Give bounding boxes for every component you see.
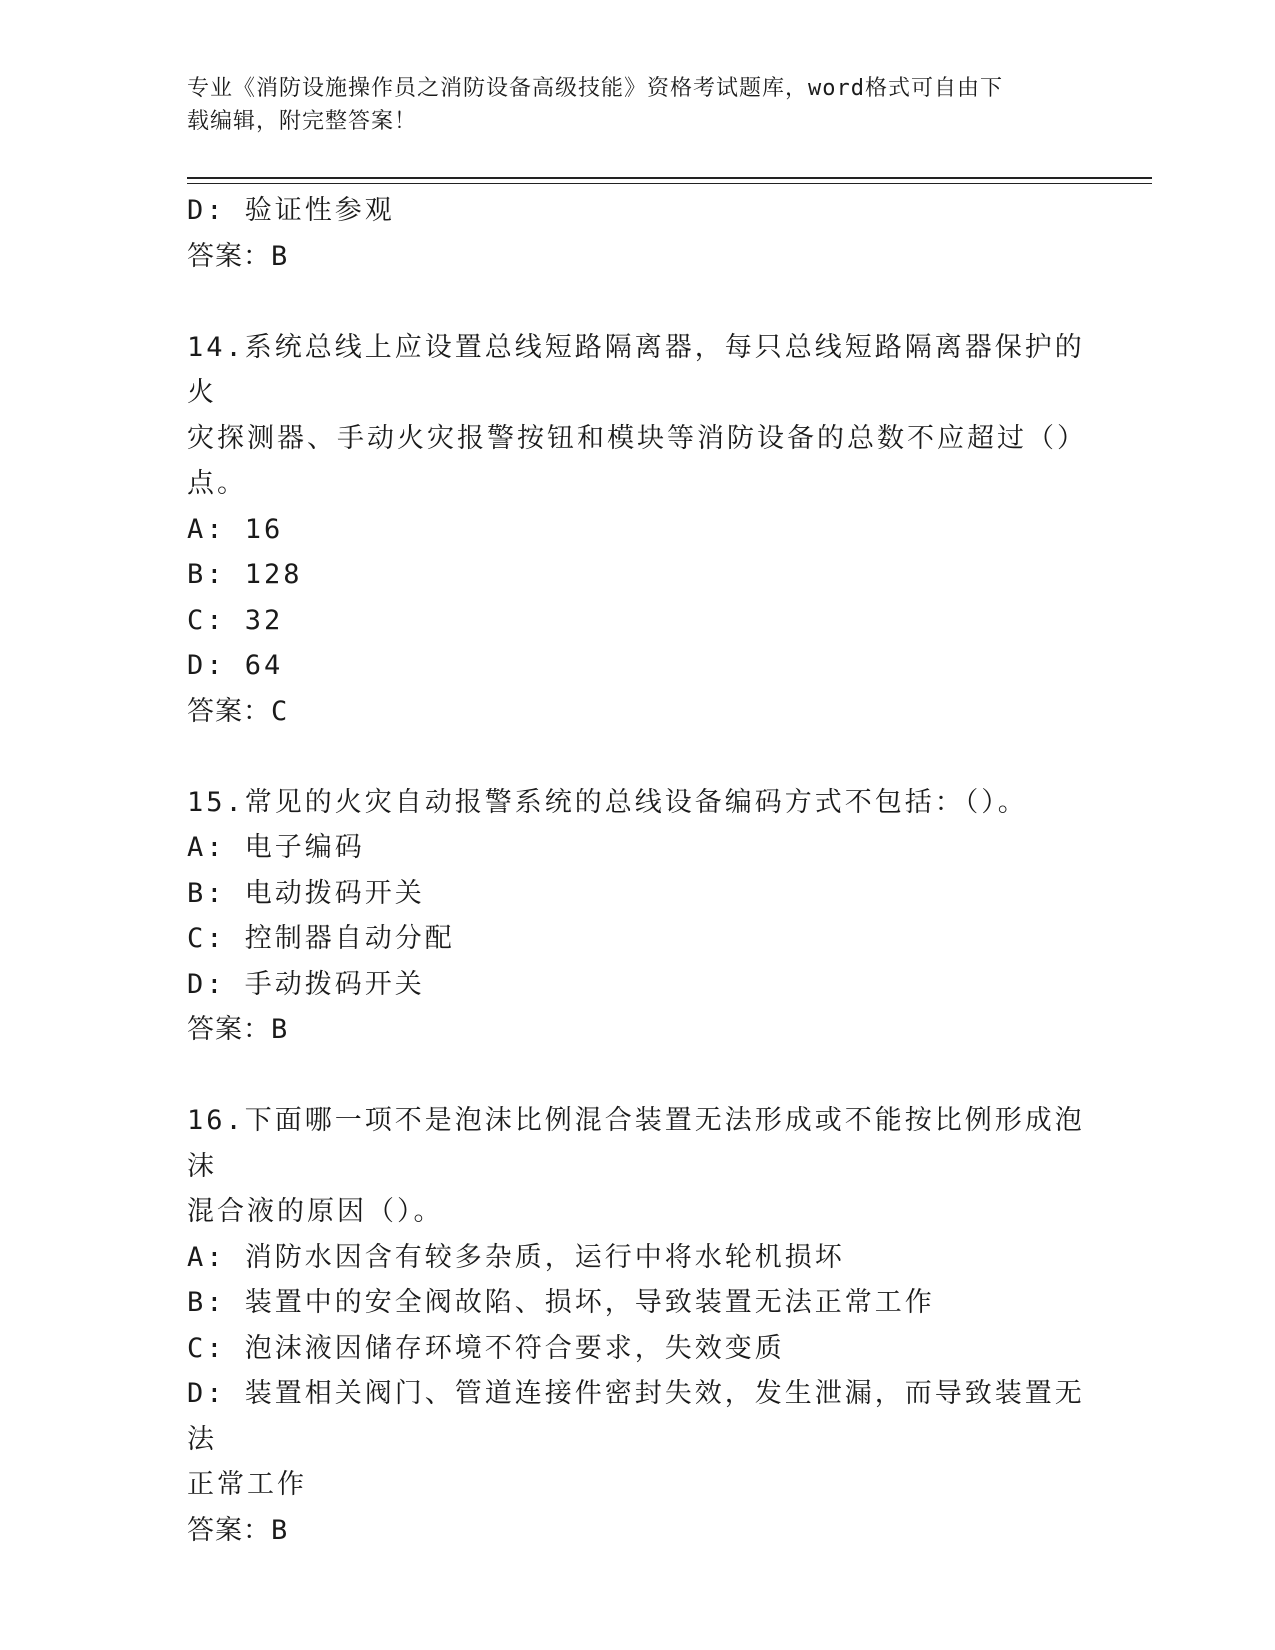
answer-line: 答案：C <box>187 695 289 727</box>
option-b: B: 128 <box>187 559 303 590</box>
header-line-1: 专业《消防设施操作员之消防设备高级技能》资格考试题库，word格式可自由下 <box>187 76 1003 101</box>
previous-question-tail <box>187 188 1087 279</box>
header-divider-thin <box>187 183 1152 184</box>
question-text: 14.系统总线上应设置总线短路隔离器，每只总线短路隔离器保护的火 <box>187 331 1085 408</box>
option-d-continued: 正常工作 <box>187 1469 307 1500</box>
question-text: 点。 <box>187 468 247 499</box>
header-line-2: 载编辑，附完整答案！ <box>187 109 418 134</box>
header-divider-thick <box>187 177 1152 179</box>
option-a: A: 16 <box>187 513 284 545</box>
question-16 <box>187 1098 1087 1553</box>
question-content <box>187 188 1087 1553</box>
spacer <box>187 1053 1087 1099</box>
question-text: 灾探测器、手动火灾报警按钮和模块等消防设备的总数不应超过（） <box>187 422 1087 454</box>
option-a: A: 电子编码 <box>187 832 365 863</box>
question-14 <box>187 325 1087 735</box>
option-c: C: 32 <box>187 604 284 636</box>
answer-line: 答案：B <box>187 1014 289 1045</box>
option-c: C: 控制器自动分配 <box>187 923 455 954</box>
option-c: C: 泡沫液因储存环境不符合要求，失效变质 <box>187 1332 785 1364</box>
option-b: B: 装置中的安全阀故陷、损坏，导致装置无法正常工作 <box>187 1287 935 1318</box>
option-d: D: 64 <box>187 650 284 681</box>
option-b: B: 电动拨码开关 <box>187 877 425 909</box>
question-15 <box>187 780 1087 1053</box>
option-d: D: 装置相关阀门、管道连接件密封失效，发生泄漏，而导致装置无法 <box>187 1378 1085 1455</box>
spacer <box>187 279 1087 325</box>
page-header <box>187 72 1067 138</box>
spacer <box>187 734 1087 780</box>
answer-line: 答案：B <box>187 240 289 272</box>
question-text: 15.常见的火灾自动报警系统的总线设备编码方式不包括：（）。 <box>187 786 1028 818</box>
question-text: 16.下面哪一项不是泡沫比例混合装置无法形成或不能按比例形成泡沫 <box>187 1105 1085 1182</box>
answer-line: 答案：B <box>187 1514 289 1546</box>
option-a: A: 消防水因含有较多杂质，运行中将水轮机损坏 <box>187 1241 845 1273</box>
option-d: D: 验证性参观 <box>187 195 395 226</box>
question-text: 混合液的原因（）。 <box>187 1196 444 1227</box>
option-d: D: 手动拨码开关 <box>187 968 425 1000</box>
